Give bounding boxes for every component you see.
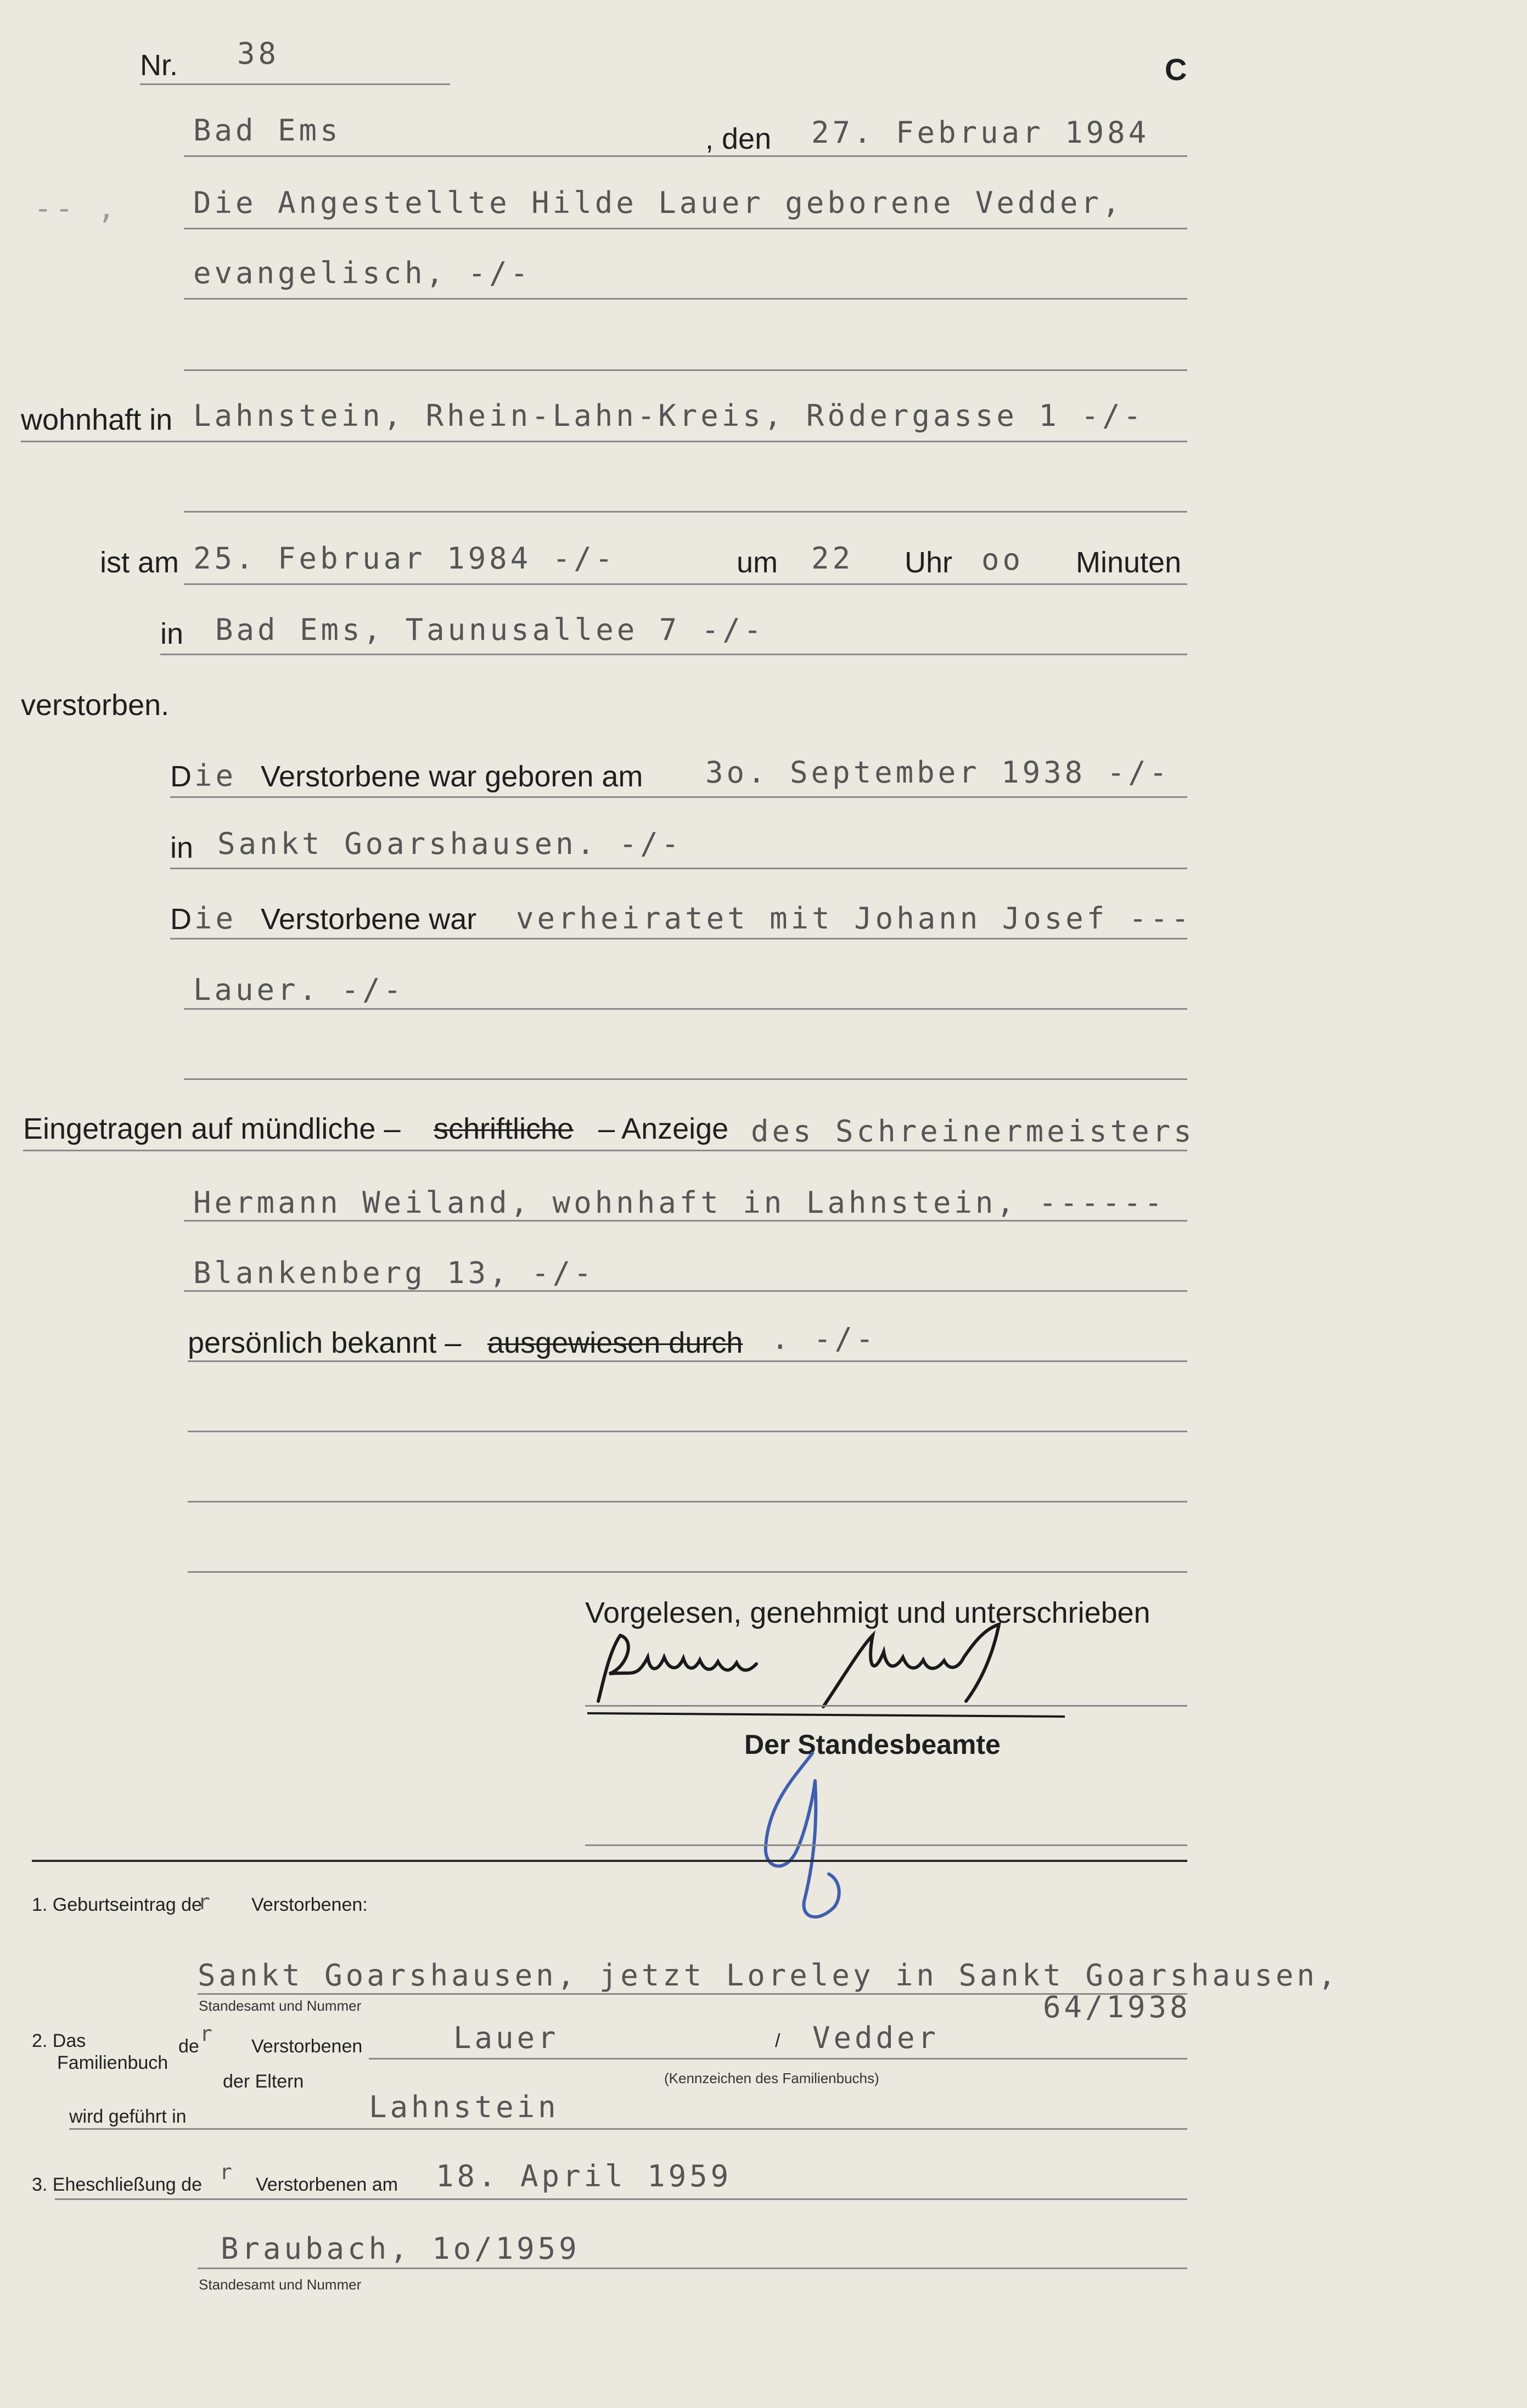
registration-label-strike: schriftliche xyxy=(434,1112,574,1145)
known-strike: ausgewiesen durch xyxy=(487,1326,743,1359)
place-date-line xyxy=(184,155,1187,157)
birth-date: 3o. September 1938 -/- xyxy=(705,755,1171,790)
registrar-rule xyxy=(585,1844,1187,1846)
person-line-1-rule xyxy=(184,228,1187,229)
birth-in-label: in xyxy=(170,831,194,864)
den-label: , den xyxy=(705,122,772,155)
registration-value-1: des Schreinermeisters xyxy=(751,1114,1195,1149)
nr-underline xyxy=(140,83,450,85)
verstorben-label: verstorben. xyxy=(21,689,170,722)
death-minutes: oo xyxy=(981,542,1024,577)
marriage-value-1: verheiratet mit Johann Josef --- xyxy=(516,901,1193,936)
blank-rule-3 xyxy=(188,1571,1187,1573)
nr-value: 38 xyxy=(237,36,280,71)
footer-item-2-name2: Vedder xyxy=(812,2021,940,2055)
person-line-3-rule xyxy=(184,369,1187,371)
known-label: persönlich bekannt – xyxy=(188,1326,462,1359)
date-value: 27. Februar 1984 xyxy=(811,115,1150,150)
death-date-rule xyxy=(184,583,1187,585)
signature-rule xyxy=(585,1705,1187,1707)
nr-label: Nr. xyxy=(140,49,178,82)
residence-value: Lahnstein, Rhein-Lahn-Kreis, Rödergasse 1 -/- xyxy=(193,398,1144,433)
marriage-prefix-ie: ie xyxy=(194,901,237,936)
registration-value-2: Hermann Weiland, wohnhaft in Lahnstein, ------ xyxy=(193,1185,1166,1220)
marriage-prefix-d: D xyxy=(170,903,192,936)
birth-prefix-ie: ie xyxy=(194,758,237,793)
footer-item-2-slash: / xyxy=(775,2030,781,2051)
registration-rule-2 xyxy=(184,1220,1187,1222)
marriage-value-2: Lauer. -/- xyxy=(193,972,405,1007)
footer-item-1-number: 64/1938 xyxy=(1043,1990,1191,2024)
known-end: . -/- xyxy=(771,1321,877,1356)
footer-item-1-rule xyxy=(198,1993,1187,1995)
marriage-rule-3 xyxy=(184,1078,1187,1080)
footer-item-1-caption: Standesamt und Nummer xyxy=(199,1998,362,2014)
footer-item-3-place-rule xyxy=(198,2268,1187,2269)
footer-item-2-kept-value: Lahnstein xyxy=(369,2090,559,2124)
footer-item-2-verstorbenen: Verstorbenen xyxy=(251,2036,363,2057)
footer-item-2-de: de xyxy=(178,2036,199,2057)
footer-item-2-name1: Lauer xyxy=(453,2021,559,2055)
footer-item-2-eltern: der Eltern xyxy=(223,2071,304,2092)
footer-item-1-value: Sankt Goarshausen, jetzt Loreley in Sankt Goarshausen, xyxy=(198,1958,1339,1993)
residence-rule-2 xyxy=(184,511,1187,513)
registration-value-3: Blankenberg 13, -/- xyxy=(193,1256,595,1290)
blank-rule-1 xyxy=(188,1431,1187,1432)
ist-am-label: ist am xyxy=(100,546,179,579)
footer-item-1-suffix: r xyxy=(198,1890,214,1914)
footer-item-2-suffix: r xyxy=(200,2022,216,2046)
death-place: Bad Ems, Taunusallee 7 -/- xyxy=(215,612,765,647)
person-line-2: evangelisch, -/- xyxy=(193,256,532,290)
minuten-label: Minuten xyxy=(1076,546,1182,579)
footer-item-2-num: 2. Das xyxy=(32,2030,86,2051)
registration-rule-1 xyxy=(23,1150,1187,1151)
marriage-label: Verstorbene war xyxy=(261,903,477,936)
corner-letter: C xyxy=(1165,52,1187,87)
residence-label: wohnhaft in xyxy=(21,403,173,436)
registrar-initials xyxy=(752,1742,851,1929)
marriage-rule-2 xyxy=(184,1008,1187,1010)
footer-item-2-kept-rule xyxy=(69,2128,1187,2130)
bleed-through xyxy=(933,33,955,67)
death-date: 25. Februar 1984 -/- xyxy=(193,541,616,576)
residence-rule xyxy=(21,441,1187,442)
marriage-rule-1 xyxy=(170,938,1187,939)
registrar-label: Der Standesbeamte xyxy=(744,1729,1001,1760)
birth-place: Sankt Goarshausen. -/- xyxy=(217,826,683,861)
birth-place-rule xyxy=(170,868,1187,869)
footer-item-3-caption: Standesamt und Nummer xyxy=(199,2276,362,2293)
uhr-label: Uhr xyxy=(905,546,953,579)
death-hour: 22 xyxy=(811,541,854,576)
footer-item-2-word: Familienbuch xyxy=(57,2052,169,2073)
footer-item-3-suffix: r xyxy=(220,2160,235,2184)
place-value: Bad Ems xyxy=(193,113,341,148)
birth-prefix-d: D xyxy=(170,760,192,793)
registration-label-start: Eingetragen auf mündliche – xyxy=(23,1112,401,1145)
person-line-1: Die Angestellte Hilde Lauer geborene Vedder, xyxy=(193,185,1124,220)
birth-date-rule xyxy=(170,796,1187,798)
footer-item-2-kept-label: wird geführt in xyxy=(69,2106,187,2127)
footer-separator xyxy=(32,1860,1187,1862)
blank-rule-2 xyxy=(188,1501,1187,1503)
registration-rule-3 xyxy=(184,1290,1187,1292)
footer-item-2-caption: (Kennzeichen des Familienbuchs) xyxy=(664,2070,879,2086)
birth-label: Verstorbene war geboren am xyxy=(261,760,643,793)
signature-informant xyxy=(587,1619,1070,1723)
footer-item-3-date: 18. April 1959 xyxy=(436,2159,732,2193)
footer-item-3-rule xyxy=(55,2198,1187,2200)
known-rule xyxy=(188,1360,1187,1362)
footer-item-3-tail: Verstorbenen am xyxy=(256,2174,398,2195)
footer-item-1-tail: Verstorbenen: xyxy=(251,1894,368,1915)
footer-item-3-label: 3. Eheschließung de xyxy=(32,2174,202,2195)
death-place-rule xyxy=(160,654,1187,655)
footer-item-1-label: 1. Geburtseintrag de xyxy=(32,1894,202,1915)
margin-mark: -- , xyxy=(34,191,119,226)
footer-item-3-place: Braubach, 1o/1959 xyxy=(221,2231,580,2266)
read-approved-label: Vorgelesen, genehmigt und unterschrieben xyxy=(585,1596,1150,1629)
death-in-label: in xyxy=(160,617,184,650)
footer-item-2-rule xyxy=(369,2058,1187,2060)
um-label: um xyxy=(737,546,778,579)
person-line-2-rule xyxy=(184,298,1187,300)
registration-label-end: – Anzeige xyxy=(598,1112,729,1145)
